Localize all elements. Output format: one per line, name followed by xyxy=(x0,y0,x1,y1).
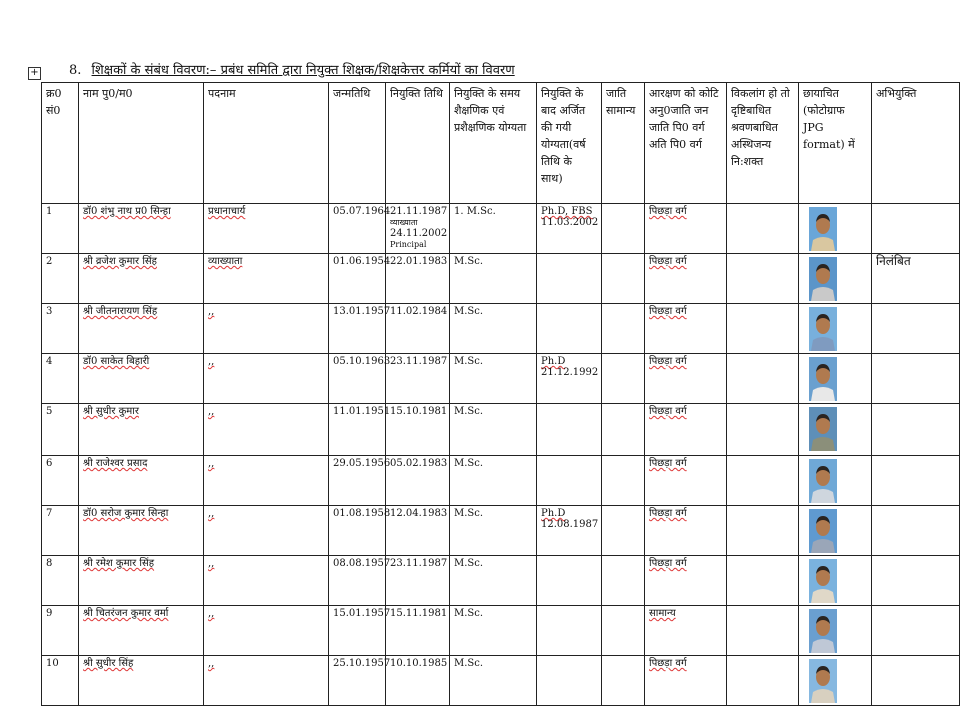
cell-designation xyxy=(204,456,329,506)
reservation-category: पिछड़ा वर्ग xyxy=(649,508,687,519)
cell-qual-after xyxy=(537,254,602,304)
col-header-qual-at-appt: नियुक्ति के समय शैक्षणिक एवं प्रशैक्षणिक योग्यता xyxy=(450,83,537,204)
table-row xyxy=(42,204,960,254)
cell-qual-after xyxy=(537,656,602,706)
designation: प्रधानाचार्य xyxy=(208,206,246,217)
cell-qual-at-appt xyxy=(450,304,537,354)
col-header-reservation: आरक्षण को कोटि अनु0जाति जन जाति पि0 वर्ग अति पि0 वर्ग xyxy=(645,83,727,204)
cell-qual-after xyxy=(537,204,602,254)
qualification-at-appointment: M.Sc. xyxy=(454,508,484,519)
cell-remarks xyxy=(872,404,960,456)
teacher-photo xyxy=(809,459,837,503)
table-row xyxy=(42,556,960,606)
remarks: निलंबित xyxy=(876,254,911,268)
table-row xyxy=(42,606,960,656)
cell-designation xyxy=(204,506,329,556)
cell-disability xyxy=(727,304,799,354)
cell-qual-at-appt xyxy=(450,456,537,506)
cell-remarks xyxy=(872,354,960,404)
col-header-photo: छायाचित (फोटोग्राफ JPG format) में xyxy=(799,83,872,204)
cell-photo xyxy=(799,456,872,506)
qualification-at-appointment: M.Sc. xyxy=(454,356,484,367)
cell-reservation xyxy=(645,404,727,456)
cell-dob xyxy=(329,656,391,706)
cell-remarks xyxy=(872,506,960,556)
cell-photo xyxy=(799,304,872,354)
cell-name xyxy=(79,254,204,304)
cell-dob xyxy=(329,304,391,354)
cell-designation xyxy=(204,556,329,606)
cell-designation xyxy=(204,254,329,304)
serial-number: 9 xyxy=(46,608,53,619)
date-of-birth: 05.10.1963 xyxy=(333,356,391,367)
cell-remarks xyxy=(872,204,960,254)
cell-appointment xyxy=(386,456,450,506)
cell-remarks xyxy=(872,556,960,606)
teacher-photo xyxy=(809,609,837,653)
qualification-at-appointment: M.Sc. xyxy=(454,608,484,619)
cell-appointment xyxy=(386,254,450,304)
serial-number: 5 xyxy=(46,406,53,417)
cell-reservation xyxy=(645,456,727,506)
teacher-photo xyxy=(809,307,837,351)
cell-qual-after xyxy=(537,506,602,556)
cell-qual-after xyxy=(537,404,602,456)
section-number: 8. xyxy=(69,63,82,78)
teacher-photo xyxy=(809,559,837,603)
col-header-disability: विकलांग हो तो दृष्टिबाधित श्रवणबाधित अस्थिजन्य नि:शक्त xyxy=(727,83,799,204)
cell-qual-at-appt xyxy=(450,254,537,304)
cell-qual-at-appt xyxy=(450,506,537,556)
date-of-birth: 13.01.1957 xyxy=(333,306,391,317)
teacher-name: श्री व्रजेश कुमार सिंह xyxy=(83,256,157,267)
cell-general xyxy=(602,354,645,404)
designation: ,, xyxy=(208,406,215,417)
teacher-photo xyxy=(809,207,837,251)
table-row xyxy=(42,456,960,506)
cell-sn xyxy=(42,606,79,656)
cell-disability xyxy=(727,606,799,656)
qualification-after-date: 12.08.1987 xyxy=(541,519,599,530)
serial-number: 1 xyxy=(46,206,53,217)
cell-sn xyxy=(42,556,79,606)
table-row xyxy=(42,254,960,304)
teacher-name: श्री सुधीर कुमार xyxy=(83,406,139,417)
qualification-after-date: 21.12.1992 xyxy=(541,367,599,378)
teacher-photo xyxy=(809,659,837,703)
serial-number: 2 xyxy=(46,256,53,267)
reservation-category: पिछड़ा वर्ग xyxy=(649,558,687,569)
cell-sn xyxy=(42,204,79,254)
qualification-at-appointment: M.Sc. xyxy=(454,256,484,267)
cell-dob xyxy=(329,456,391,506)
teachers-table xyxy=(41,82,960,706)
cell-name xyxy=(79,354,204,404)
cell-dob xyxy=(329,354,391,404)
cell-general xyxy=(602,656,645,706)
cell-disability xyxy=(727,254,799,304)
teacher-photo xyxy=(809,257,837,301)
cell-name xyxy=(79,304,204,354)
cell-sn xyxy=(42,354,79,404)
qualification-after: Ph.D, FBS xyxy=(541,206,593,217)
cell-qual-after xyxy=(537,556,602,606)
cell-photo xyxy=(799,204,872,254)
cell-photo xyxy=(799,556,872,606)
appointment-date-2: 24.11.2002 xyxy=(390,228,448,239)
table-row xyxy=(42,404,960,456)
cell-appointment xyxy=(386,204,450,254)
cell-reservation xyxy=(645,304,727,354)
cell-designation xyxy=(204,606,329,656)
teacher-name: डॉ0 साकेत बिहारी xyxy=(83,356,150,367)
cell-qual-at-appt xyxy=(450,404,537,456)
cell-disability xyxy=(727,404,799,456)
cell-remarks xyxy=(872,606,960,656)
designation: ,, xyxy=(208,356,215,367)
cell-appointment xyxy=(386,556,450,606)
cell-appointment xyxy=(386,354,450,404)
teacher-photo xyxy=(809,509,837,553)
reservation-category: पिछड़ा वर्ग xyxy=(649,658,687,669)
reservation-category: पिछड़ा वर्ग xyxy=(649,458,687,469)
serial-number: 10 xyxy=(46,658,59,669)
reservation-category: पिछड़ा वर्ग xyxy=(649,406,687,417)
cell-general xyxy=(602,456,645,506)
cell-photo xyxy=(799,656,872,706)
cell-dob xyxy=(329,506,391,556)
col-header-dob: जन्मतिथि xyxy=(329,83,386,204)
qualification-after: Ph.D xyxy=(541,356,566,367)
designation: ,, xyxy=(208,508,215,519)
date-of-birth: 25.10.1957 xyxy=(333,658,391,669)
serial-number: 6 xyxy=(46,458,53,469)
date-of-birth: 01.06.1954 xyxy=(333,256,391,267)
teacher-photo xyxy=(809,357,837,401)
col-header-qual-after: नियुक्ति के बाद अर्जित की गयी योग्यता(वर्ष तिथि के साथ) xyxy=(537,83,602,204)
appointment-date: 05.02.1983 xyxy=(390,458,448,469)
teacher-name: श्री चितरंजन कुमार वर्मा xyxy=(83,608,169,619)
cell-designation xyxy=(204,204,329,254)
cell-sn xyxy=(42,304,79,354)
cell-qual-at-appt xyxy=(450,556,537,606)
designation: व्याख्याता xyxy=(208,256,243,267)
cell-general xyxy=(602,304,645,354)
qualification-after-date: 11.03.2002 xyxy=(541,217,599,228)
cell-dob xyxy=(329,556,391,606)
cell-remarks xyxy=(872,456,960,506)
table-row xyxy=(42,304,960,354)
cell-sn xyxy=(42,254,79,304)
appointment-note-2: Principal xyxy=(390,240,427,249)
reservation-category: पिछड़ा वर्ग xyxy=(649,256,687,267)
cell-reservation xyxy=(645,506,727,556)
cell-general xyxy=(602,254,645,304)
cell-designation xyxy=(204,656,329,706)
cell-dob xyxy=(329,204,391,254)
cell-appointment xyxy=(386,304,450,354)
col-header-remarks: अभियुक्ति xyxy=(872,83,960,204)
cell-designation xyxy=(204,354,329,404)
cell-qual-after xyxy=(537,304,602,354)
col-header-name: नाम पु0/म0 xyxy=(79,83,204,204)
qualification-at-appointment: M.Sc. xyxy=(454,558,484,569)
reservation-category: पिछड़ा वर्ग xyxy=(649,306,687,317)
move-handle-icon[interactable]: + xyxy=(28,67,41,80)
cell-general xyxy=(602,204,645,254)
designation: ,, xyxy=(208,608,215,619)
cell-photo xyxy=(799,606,872,656)
cell-reservation xyxy=(645,354,727,404)
date-of-birth: 15.01.1957 xyxy=(333,608,391,619)
cell-appointment xyxy=(386,606,450,656)
serial-number: 3 xyxy=(46,306,53,317)
appointment-date: 21.11.1987 xyxy=(390,206,448,217)
cell-qual-at-appt xyxy=(450,354,537,404)
cell-qual-at-appt xyxy=(450,204,537,254)
cell-qual-at-appt xyxy=(450,656,537,706)
designation: ,, xyxy=(208,306,215,317)
col-header-general: जाति सामान्य xyxy=(602,83,645,204)
cell-dob xyxy=(329,404,391,456)
qualification-at-appointment: M.Sc. xyxy=(454,406,484,417)
cell-disability xyxy=(727,204,799,254)
teacher-name: श्री रमेश कुमार सिंह xyxy=(83,558,155,569)
cell-name xyxy=(79,606,204,656)
appointment-date: 12.04.1983 xyxy=(390,508,448,519)
cell-general xyxy=(602,606,645,656)
teacher-name: श्री सुधीर सिंह xyxy=(83,658,134,669)
col-header-sn: क्र0 सं0 xyxy=(42,83,79,204)
reservation-category: सामान्य xyxy=(649,608,676,619)
cell-remarks xyxy=(872,254,960,304)
cell-reservation xyxy=(645,606,727,656)
cell-qual-after xyxy=(537,354,602,404)
cell-photo xyxy=(799,254,872,304)
designation: ,, xyxy=(208,658,215,669)
cell-qual-after xyxy=(537,606,602,656)
cell-appointment xyxy=(386,404,450,456)
cell-disability xyxy=(727,506,799,556)
date-of-birth: 11.01.1951 xyxy=(333,406,391,417)
qualification-at-appointment: M.Sc. xyxy=(454,458,484,469)
designation: ,, xyxy=(208,558,215,569)
cell-disability xyxy=(727,556,799,606)
cell-designation xyxy=(204,404,329,456)
date-of-birth: 08.08.1957 xyxy=(333,558,391,569)
table-row xyxy=(42,354,960,404)
reservation-category: पिछड़ा वर्ग xyxy=(649,206,687,217)
cell-sn xyxy=(42,506,79,556)
cell-reservation xyxy=(645,204,727,254)
appointment-date: 15.10.1981 xyxy=(390,406,448,417)
table-row xyxy=(42,506,960,556)
cell-name xyxy=(79,656,204,706)
designation: ,, xyxy=(208,458,215,469)
cell-disability xyxy=(727,456,799,506)
cell-general xyxy=(602,506,645,556)
appointment-date: 22.01.1983 xyxy=(390,256,448,267)
cell-dob xyxy=(329,254,391,304)
cell-appointment xyxy=(386,656,450,706)
cell-appointment xyxy=(386,506,450,556)
qualification-at-appointment: M.Sc. xyxy=(454,306,484,317)
col-header-designation: पदनाम xyxy=(204,83,329,204)
header-row xyxy=(42,83,960,204)
cell-sn xyxy=(42,404,79,456)
cell-name xyxy=(79,506,204,556)
cell-photo xyxy=(799,404,872,456)
cell-remarks xyxy=(872,304,960,354)
cell-photo xyxy=(799,354,872,404)
cell-dob xyxy=(329,606,391,656)
cell-sn xyxy=(42,456,79,506)
cell-disability xyxy=(727,656,799,706)
cell-name xyxy=(79,456,204,506)
appointment-date: 10.10.1985 xyxy=(390,658,448,669)
serial-number: 7 xyxy=(46,508,53,519)
qualification-at-appointment: M.Sc. xyxy=(454,658,484,669)
date-of-birth: 05.07.1964 xyxy=(333,206,391,217)
appointment-date: 11.02.1984 xyxy=(390,306,448,317)
date-of-birth: 29.05.1956 xyxy=(333,458,391,469)
serial-number: 4 xyxy=(46,356,53,367)
teacher-name: डॉ0 शंभु नाथ प्र0 सिन्हा xyxy=(83,206,171,217)
section-heading xyxy=(69,60,515,78)
teacher-name: श्री राजेश्वर प्रसाद xyxy=(83,458,148,469)
cell-reservation xyxy=(645,656,727,706)
appointment-date: 23.11.1987 xyxy=(390,356,448,367)
appointment-date: 23.11.1987 xyxy=(390,558,448,569)
teacher-name: डॉ0 सरोज कुमार सिन्हा xyxy=(83,508,169,519)
cell-photo xyxy=(799,506,872,556)
cell-name xyxy=(79,404,204,456)
table-row xyxy=(42,656,960,706)
cell-sn xyxy=(42,656,79,706)
appointment-note: व्याख्याता xyxy=(390,218,418,227)
cell-designation xyxy=(204,304,329,354)
cell-general xyxy=(602,404,645,456)
teacher-photo xyxy=(809,407,837,451)
cell-disability xyxy=(727,354,799,404)
date-of-birth: 01.08.1958 xyxy=(333,508,391,519)
qualification-after: Ph.D xyxy=(541,508,566,519)
col-header-appointment: नियुक्ति तिथि xyxy=(386,83,450,204)
serial-number: 8 xyxy=(46,558,53,569)
cell-name xyxy=(79,204,204,254)
cell-name xyxy=(79,556,204,606)
section-title: शिक्षकों के संबंध विवरण:– प्रबंध समिति द्वारा नियुक्त शिक्षक/शिक्षकेत्तर कर्मियों का विवरण xyxy=(91,63,515,78)
cell-general xyxy=(602,556,645,606)
reservation-category: पिछड़ा वर्ग xyxy=(649,356,687,367)
qualification-at-appointment: 1. M.Sc. xyxy=(454,206,496,217)
cell-qual-at-appt xyxy=(450,606,537,656)
cell-remarks xyxy=(872,656,960,706)
cell-reservation xyxy=(645,556,727,606)
cell-qual-after xyxy=(537,456,602,506)
teacher-name: श्री जीतनारायण सिंह xyxy=(83,306,158,317)
appointment-date: 15.11.1981 xyxy=(390,608,448,619)
cell-reservation xyxy=(645,254,727,304)
